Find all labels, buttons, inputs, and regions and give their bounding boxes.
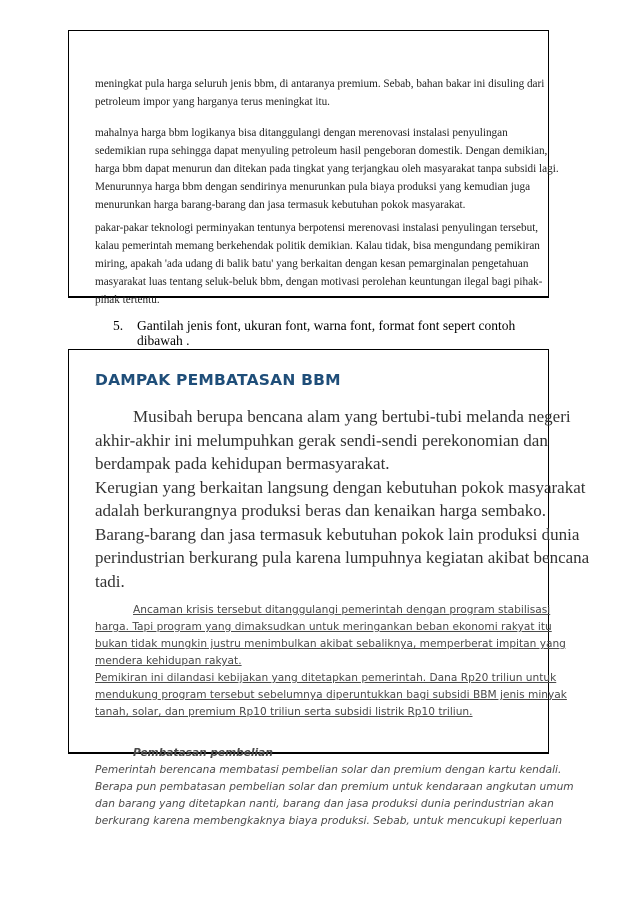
paragraph-purchase-limit [95, 762, 574, 830]
text-line: berdampak pada kehidupan bermasyarakat. [95, 454, 390, 473]
text-line: adalah berkurangnya produksi beras dan kenaikan harga sembako. [95, 501, 546, 520]
text-line: meningkat pula harga seluruh jenis bbm, di antaranya premium. Sebab, bahan bakar ini disuling dari [95, 78, 545, 90]
text-line: dan barang yang ditetapkan nanti, barang dan jasa produksi dunia perindustrian akan [95, 798, 554, 810]
text-line: berkurang karena membengkaknya biaya produksi. Sebab, untuk mencukupi keperluan [95, 815, 563, 827]
paragraph-bbm-price [95, 75, 545, 111]
list-number: 5. [113, 318, 124, 333]
text-line: kalau pemerintah memang berkehendak politik demikian. Kalau tidak, bisa mengundang pemikiran [95, 240, 540, 252]
text-line: dibawah . [137, 333, 190, 348]
text-line: Ancaman krisis tersebut ditanggulangi pemerintah dengan program stabilisasi [133, 604, 551, 616]
paragraph-experts [95, 219, 545, 309]
section-subheading: Pembatasan pembelian [133, 747, 273, 759]
text-line: perindustrian berkurang pula karena lumpuhnya kegiatan akibat bencana [95, 548, 590, 567]
text-line: Menurunnya harga bbm dengan sendirinya menurunkan pula biaya produksi yang kemudian juga [95, 181, 531, 193]
text-line: bukan tidak mungkin justru menimbulkan akibat sebaliknya, memperberat impitan yang [95, 638, 566, 650]
text-line: Berapa pun pembatasan pembelian solar dan premium untuk kendaraan angkutan umum [95, 781, 574, 793]
text-line: Barang-barang dan jasa termasuk kebutuhan pokok lain produksi dunia [95, 524, 580, 544]
text-line: Pemikiran ini dilandasi kebijakan yang ditetapkan pemerintah. Dana Rp20 triliun untuk [95, 672, 557, 684]
text-line: menurunkan harga barang-barang dan jasa termasuk kebutuhan pokok masyarakat. [95, 199, 466, 211]
text-line: akhir-akhir ini melumpuhkan gerak sendi-sendi perekonomian dan [95, 430, 548, 450]
text-line: Kerugian yang berkaitan langsung dengan kebutuhan pokok masyarakat [95, 477, 586, 497]
text-line: sedemikian rupa sehingga dapat menyuling petroleum hasil pengeboran domestik. Dengan demikian, [95, 145, 548, 157]
text-line: pakar-pakar teknologi perminyakan tentunya berpotensi merenovasi instalasi penyulingan tersebut, [95, 222, 539, 234]
text-line: masyarakat luas tentang seluk-beluk bbm, dengan motivasi perolehan keuntungan ilegal bagi pihak- [95, 276, 543, 288]
text-line: mendukung program tersebut sebelumnya diperuntukkan bagi subsidi BBM jenis minyak [95, 689, 567, 701]
text-line: miring, apakah 'ada udang di balik batu' yang berkaitan dengan kesan pemarginalan pengetahuan [95, 258, 529, 270]
text-line: pihak tertentu. [95, 294, 160, 306]
paragraph-renovation [95, 124, 559, 214]
text-line: mendera kehidupan rakyat. [95, 655, 242, 667]
text-line: harga bbm dapat menurun dan ditekan pada tingkat yang terjangkau oleh masyarakat tanpa subsidi lagi. [95, 163, 559, 175]
text-line: Musibah berupa bencana alam yang bertubi-tubi melanda negeri [133, 407, 571, 426]
text-line: Gantilah jenis font, ukuran font, warna font, format font sepert contoh [137, 318, 516, 333]
text-line: petroleum impor yang harganya terus meningkat itu. [95, 96, 330, 108]
example-heading: DAMPAK PEMBATASAN BBM [95, 371, 341, 389]
text-line: tadi. [95, 571, 125, 591]
text-line: Pemerintah berencana membatasi pembelian solar dan premium dengan kartu kendali. [95, 764, 562, 776]
text-line: mahalnya harga bbm logikanya bisa ditanggulangi dengan merenovasi instalasi penyulingan [95, 127, 508, 139]
paragraph-crisis-underlined [95, 602, 567, 721]
instruction-text [137, 318, 515, 348]
text-line: harga. Tapi program yang dimaksudkan untuk meringankan beban ekonomi rakyat itu [95, 621, 552, 633]
text-line: tanah, solar, dan premium Rp10 triliun serta subsidi listrik Rp10 triliun. [95, 706, 473, 718]
paragraph-disaster [95, 405, 590, 593]
